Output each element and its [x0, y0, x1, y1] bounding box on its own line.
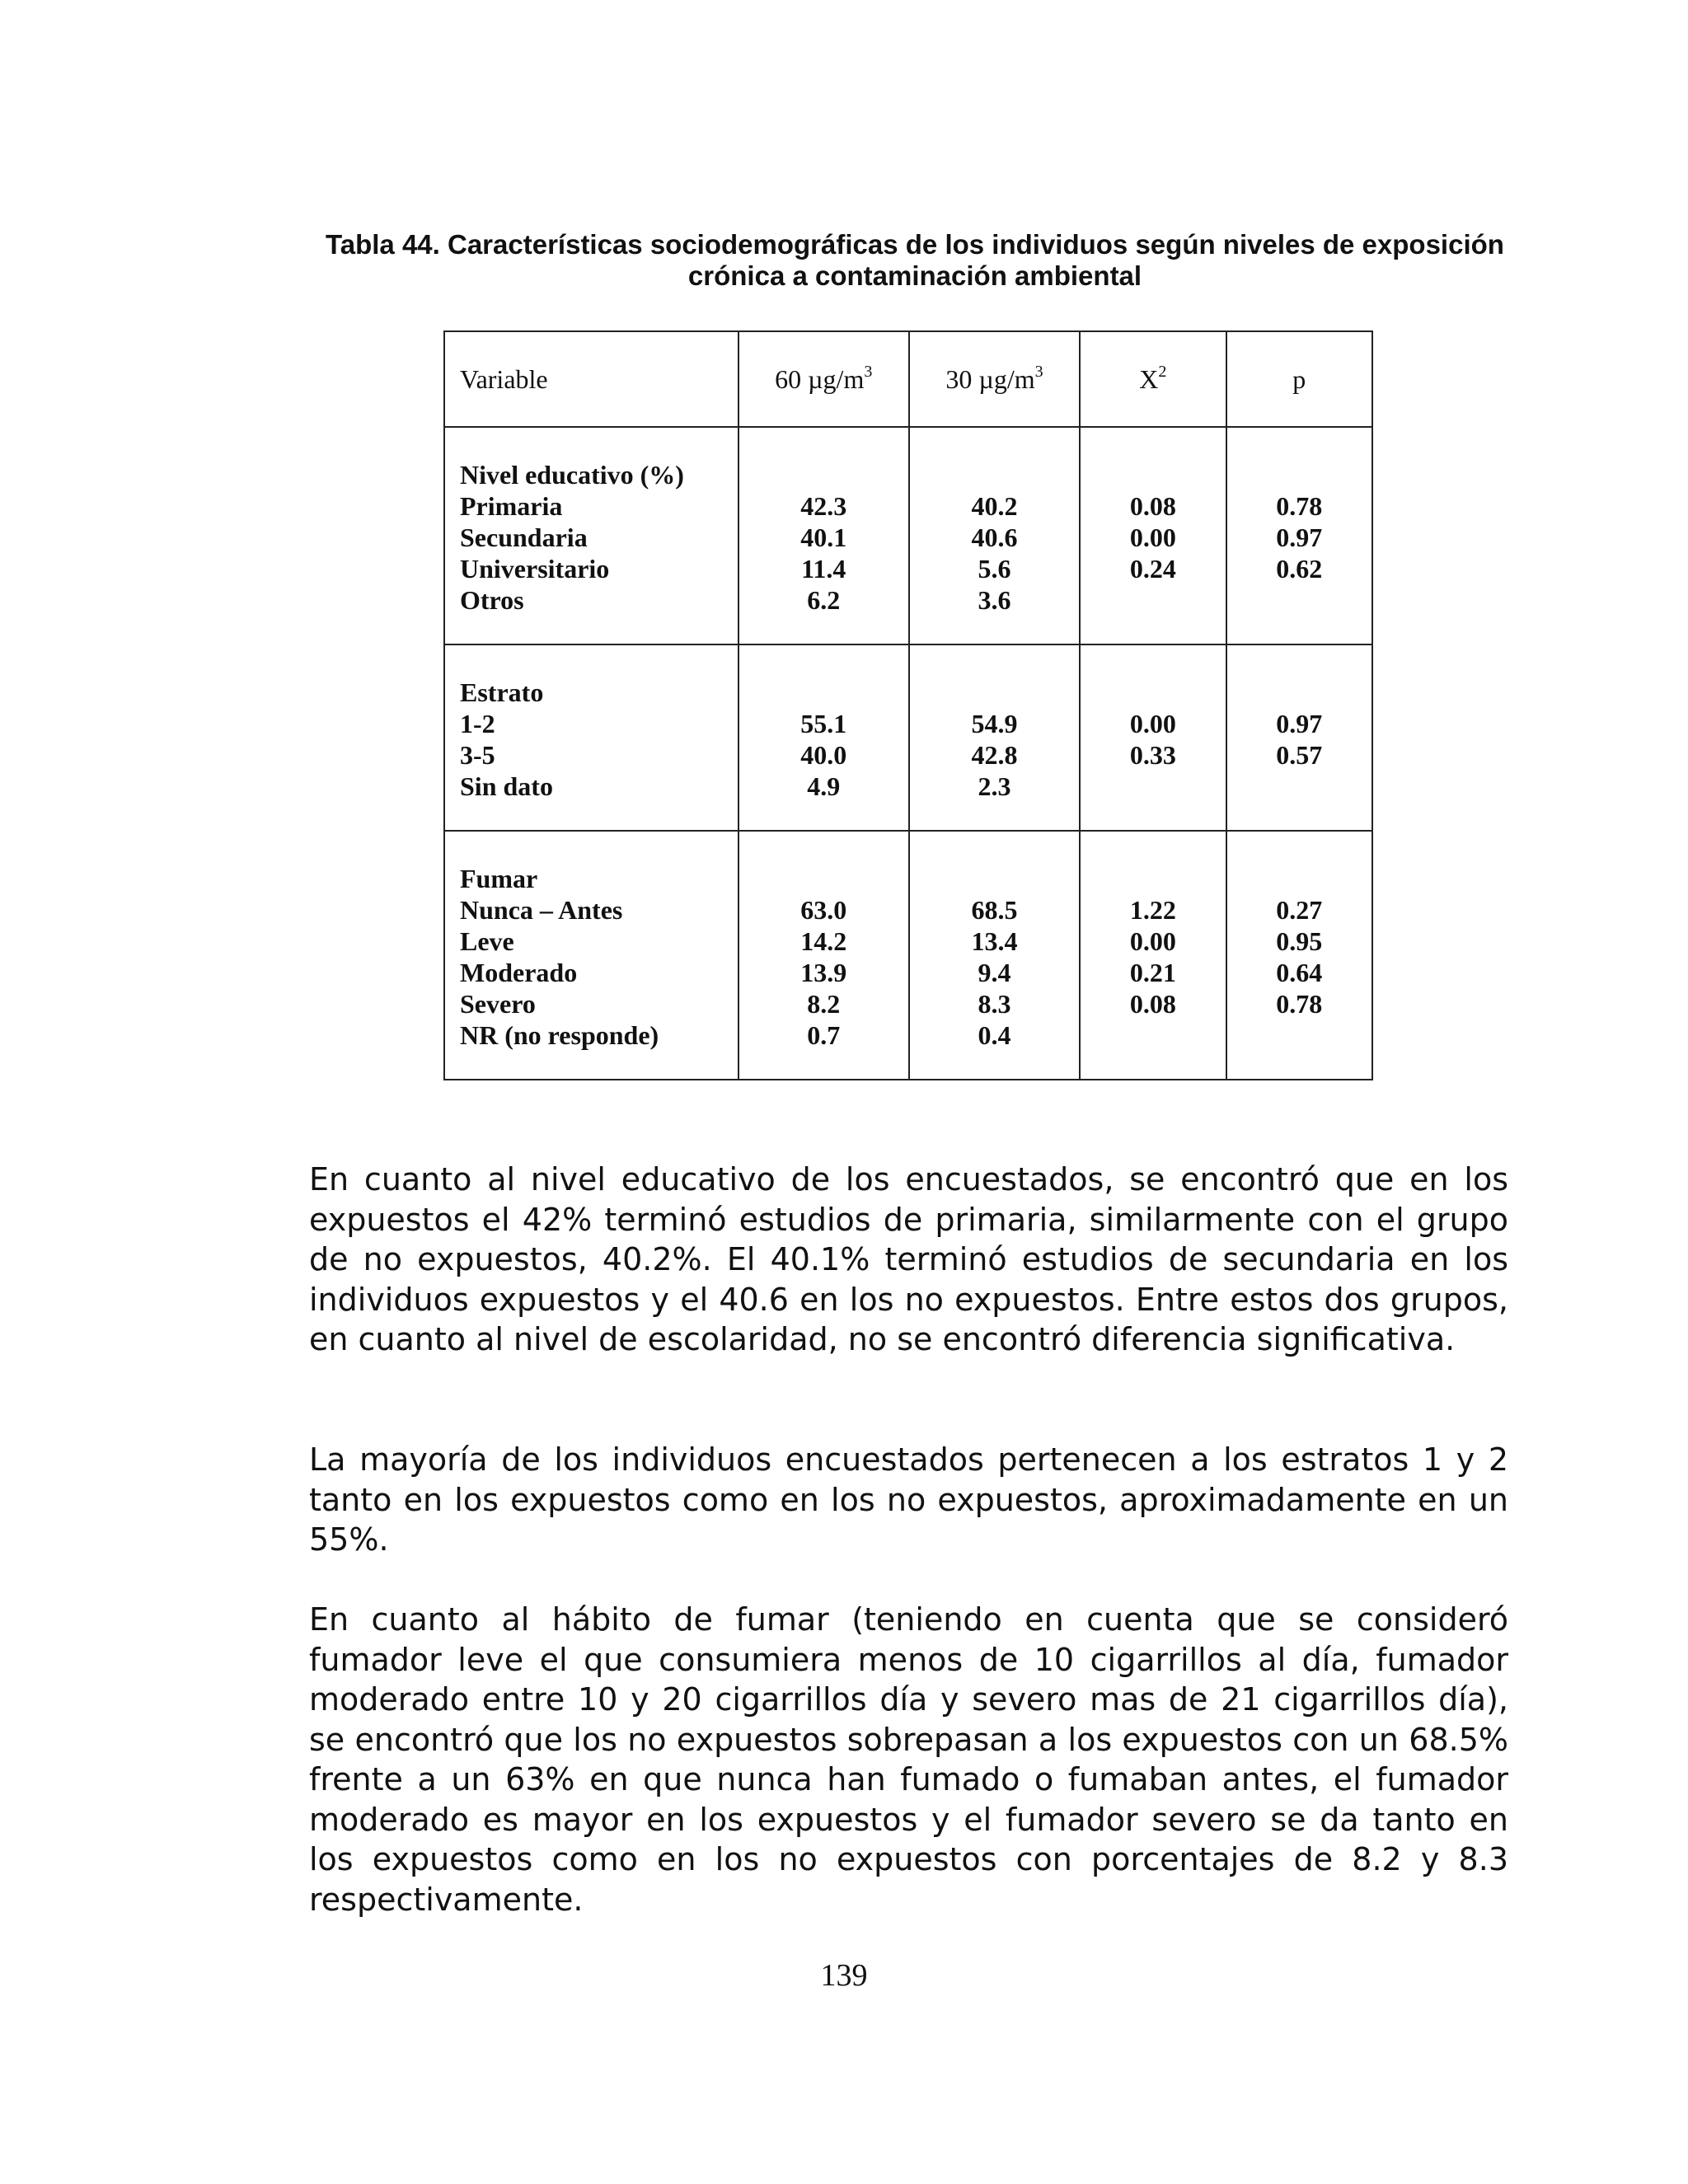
- row-value: 0.78: [1276, 989, 1323, 1019]
- row-value: 0.7: [807, 1020, 841, 1050]
- row-value: 0.78: [1276, 491, 1323, 521]
- row-value: 2.3: [978, 771, 1011, 801]
- group-labels-cell: [444, 427, 738, 644]
- row-value: 8.2: [807, 989, 841, 1019]
- group-p-cell: [1226, 831, 1372, 1080]
- row-value: 0.95: [1276, 926, 1323, 956]
- header-chi-square: $X^2$: [1080, 331, 1226, 427]
- row-label: NR (no responde): [460, 1020, 659, 1050]
- row-label: Universitario: [460, 554, 610, 583]
- row-value: 11.4: [801, 554, 846, 583]
- row-value: 0.4: [978, 1020, 1011, 1050]
- row-label: 3-5: [460, 740, 495, 770]
- row-value: 55.1: [800, 709, 847, 738]
- row-value: 0.08: [1129, 989, 1176, 1019]
- row-value: 0.27: [1276, 895, 1323, 925]
- row-label: Secundaria: [460, 523, 588, 552]
- data-table: [443, 330, 1373, 1080]
- row-value: 0.08: [1129, 491, 1176, 521]
- table-group-row: [444, 831, 1372, 1080]
- row-value: 0.64: [1276, 958, 1323, 987]
- row-value: 42.8: [971, 740, 1018, 770]
- row-value: 9.4: [978, 958, 1011, 987]
- row-value: 54.9: [971, 709, 1018, 738]
- row-value: 14.2: [800, 926, 847, 956]
- row-value: 0.62: [1276, 554, 1323, 583]
- group-chi-cell: [1080, 831, 1226, 1080]
- group-p-cell: [1226, 644, 1372, 831]
- table-header-row: [444, 331, 1372, 427]
- group-chi-cell: [1080, 644, 1226, 831]
- row-value: 40.6: [971, 523, 1018, 552]
- row-value: 0.57: [1276, 740, 1323, 770]
- row-value: 0.21: [1129, 958, 1176, 987]
- table-group-row: [444, 644, 1372, 831]
- row-value: 6.2: [807, 585, 841, 615]
- group-60-cell: [738, 644, 909, 831]
- row-value: 0.00: [1129, 523, 1176, 552]
- row-value: 13.4: [971, 926, 1018, 956]
- group-30-cell: [909, 427, 1080, 644]
- group-title: Fumar: [460, 864, 538, 893]
- group-title: Estrato: [460, 677, 544, 707]
- group-title: Nivel educativo (%): [460, 460, 684, 490]
- caption-line-2: crónica a contaminación ambiental: [687, 260, 1142, 291]
- paragraph-1: En cuanto al nivel educativo de los encuestados, se encontró que en los expuestos el 42% terminó estudios de primaria, similarmente con el grupo de no expuestos, 40.2%. El 40.1% terminó estudios de secundaria en los individuos expuestos y el 40.6 en los no expuestos. Entre estos dos grupos, en cuanto al nivel de escolaridad, no se encontró diferencia significativa.: [309, 1161, 1508, 1357]
- group-60-cell: [738, 831, 909, 1080]
- group-labels-cell: [444, 831, 738, 1080]
- row-value: 0.33: [1129, 740, 1176, 770]
- page-number: 139: [820, 1958, 868, 1993]
- group-30-cell: [909, 831, 1080, 1080]
- header-60: 60 $\mu g/m^3$: [738, 331, 909, 427]
- row-label: Sin dato: [460, 771, 553, 801]
- row-value: 13.9: [800, 958, 847, 987]
- group-p-cell: [1226, 427, 1372, 644]
- row-label: Severo: [460, 989, 536, 1019]
- row-value: 0.97: [1276, 523, 1323, 552]
- row-label: Nunca – Antes: [460, 895, 623, 925]
- row-value: [1081, 584, 1225, 616]
- row-value: 40.0: [800, 740, 847, 770]
- row-value: [1227, 584, 1372, 616]
- row-value: 4.9: [807, 771, 841, 801]
- row-value: 1.22: [1129, 895, 1176, 925]
- header-p: p: [1226, 331, 1372, 427]
- table-group-row: [444, 427, 1372, 644]
- row-value: 5.6: [978, 554, 1011, 583]
- row-value: 63.0: [800, 895, 847, 925]
- row-value: 3.6: [978, 585, 1011, 615]
- row-label: 1-2: [460, 709, 495, 738]
- header-variable: Variable: [444, 331, 738, 427]
- group-30-cell: [909, 644, 1080, 831]
- row-label: Otros: [460, 585, 524, 615]
- row-label: Moderado: [460, 958, 578, 987]
- caption-line-1: Tabla 44. Características sociodemográficas de los individuos según niveles de exposición: [326, 229, 1504, 260]
- paragraph-3: En cuanto al hábito de fumar (teniendo en cuenta que se consideró fumador leve el que consumiera menos de 10 cigarrillos al día, fumador moderado entre 10 y 20 cigarrillos día y severo mas de 21 cigarrillos día), se encontró que los no expuestos sobrepasan a los expuestos con un 68.5% frente a un 63% en que nunca han fumado o fumaban antes, el fumador moderado es mayor en los expuestos y el fumador severo se da tanto en los expuestos como en los no expuestos con porcentajes de 8.2 y 8.3 respectivamente.: [309, 1601, 1508, 1918]
- row-value: 8.3: [978, 989, 1011, 1019]
- row-value: 0.00: [1129, 926, 1176, 956]
- row-value: 40.1: [800, 523, 847, 552]
- row-value: 0.24: [1129, 554, 1176, 583]
- row-value: 0.00: [1129, 709, 1176, 738]
- row-value: 68.5: [971, 895, 1018, 925]
- group-chi-cell: [1080, 427, 1226, 644]
- row-value: [1081, 771, 1225, 802]
- row-value: 40.2: [971, 491, 1018, 521]
- row-label: Leve: [460, 926, 514, 956]
- group-labels-cell: [444, 644, 738, 831]
- row-value: 42.3: [800, 491, 847, 521]
- row-value: [1081, 1019, 1225, 1051]
- row-value: [1227, 1019, 1372, 1051]
- table-caption: [297, 229, 1533, 292]
- row-value: 0.97: [1276, 709, 1323, 738]
- row-label: Primaria: [460, 491, 563, 521]
- header-30: 30 $\mu g/m^3$: [909, 331, 1080, 427]
- group-60-cell: [738, 427, 909, 644]
- paragraph-2: La mayoría de los individuos encuestados pertenecen a los estratos 1 y 2 tanto en los expuestos como en los no expuestos, aproximadamente en un 55%.: [309, 1441, 1508, 1558]
- row-value: [1227, 771, 1372, 802]
